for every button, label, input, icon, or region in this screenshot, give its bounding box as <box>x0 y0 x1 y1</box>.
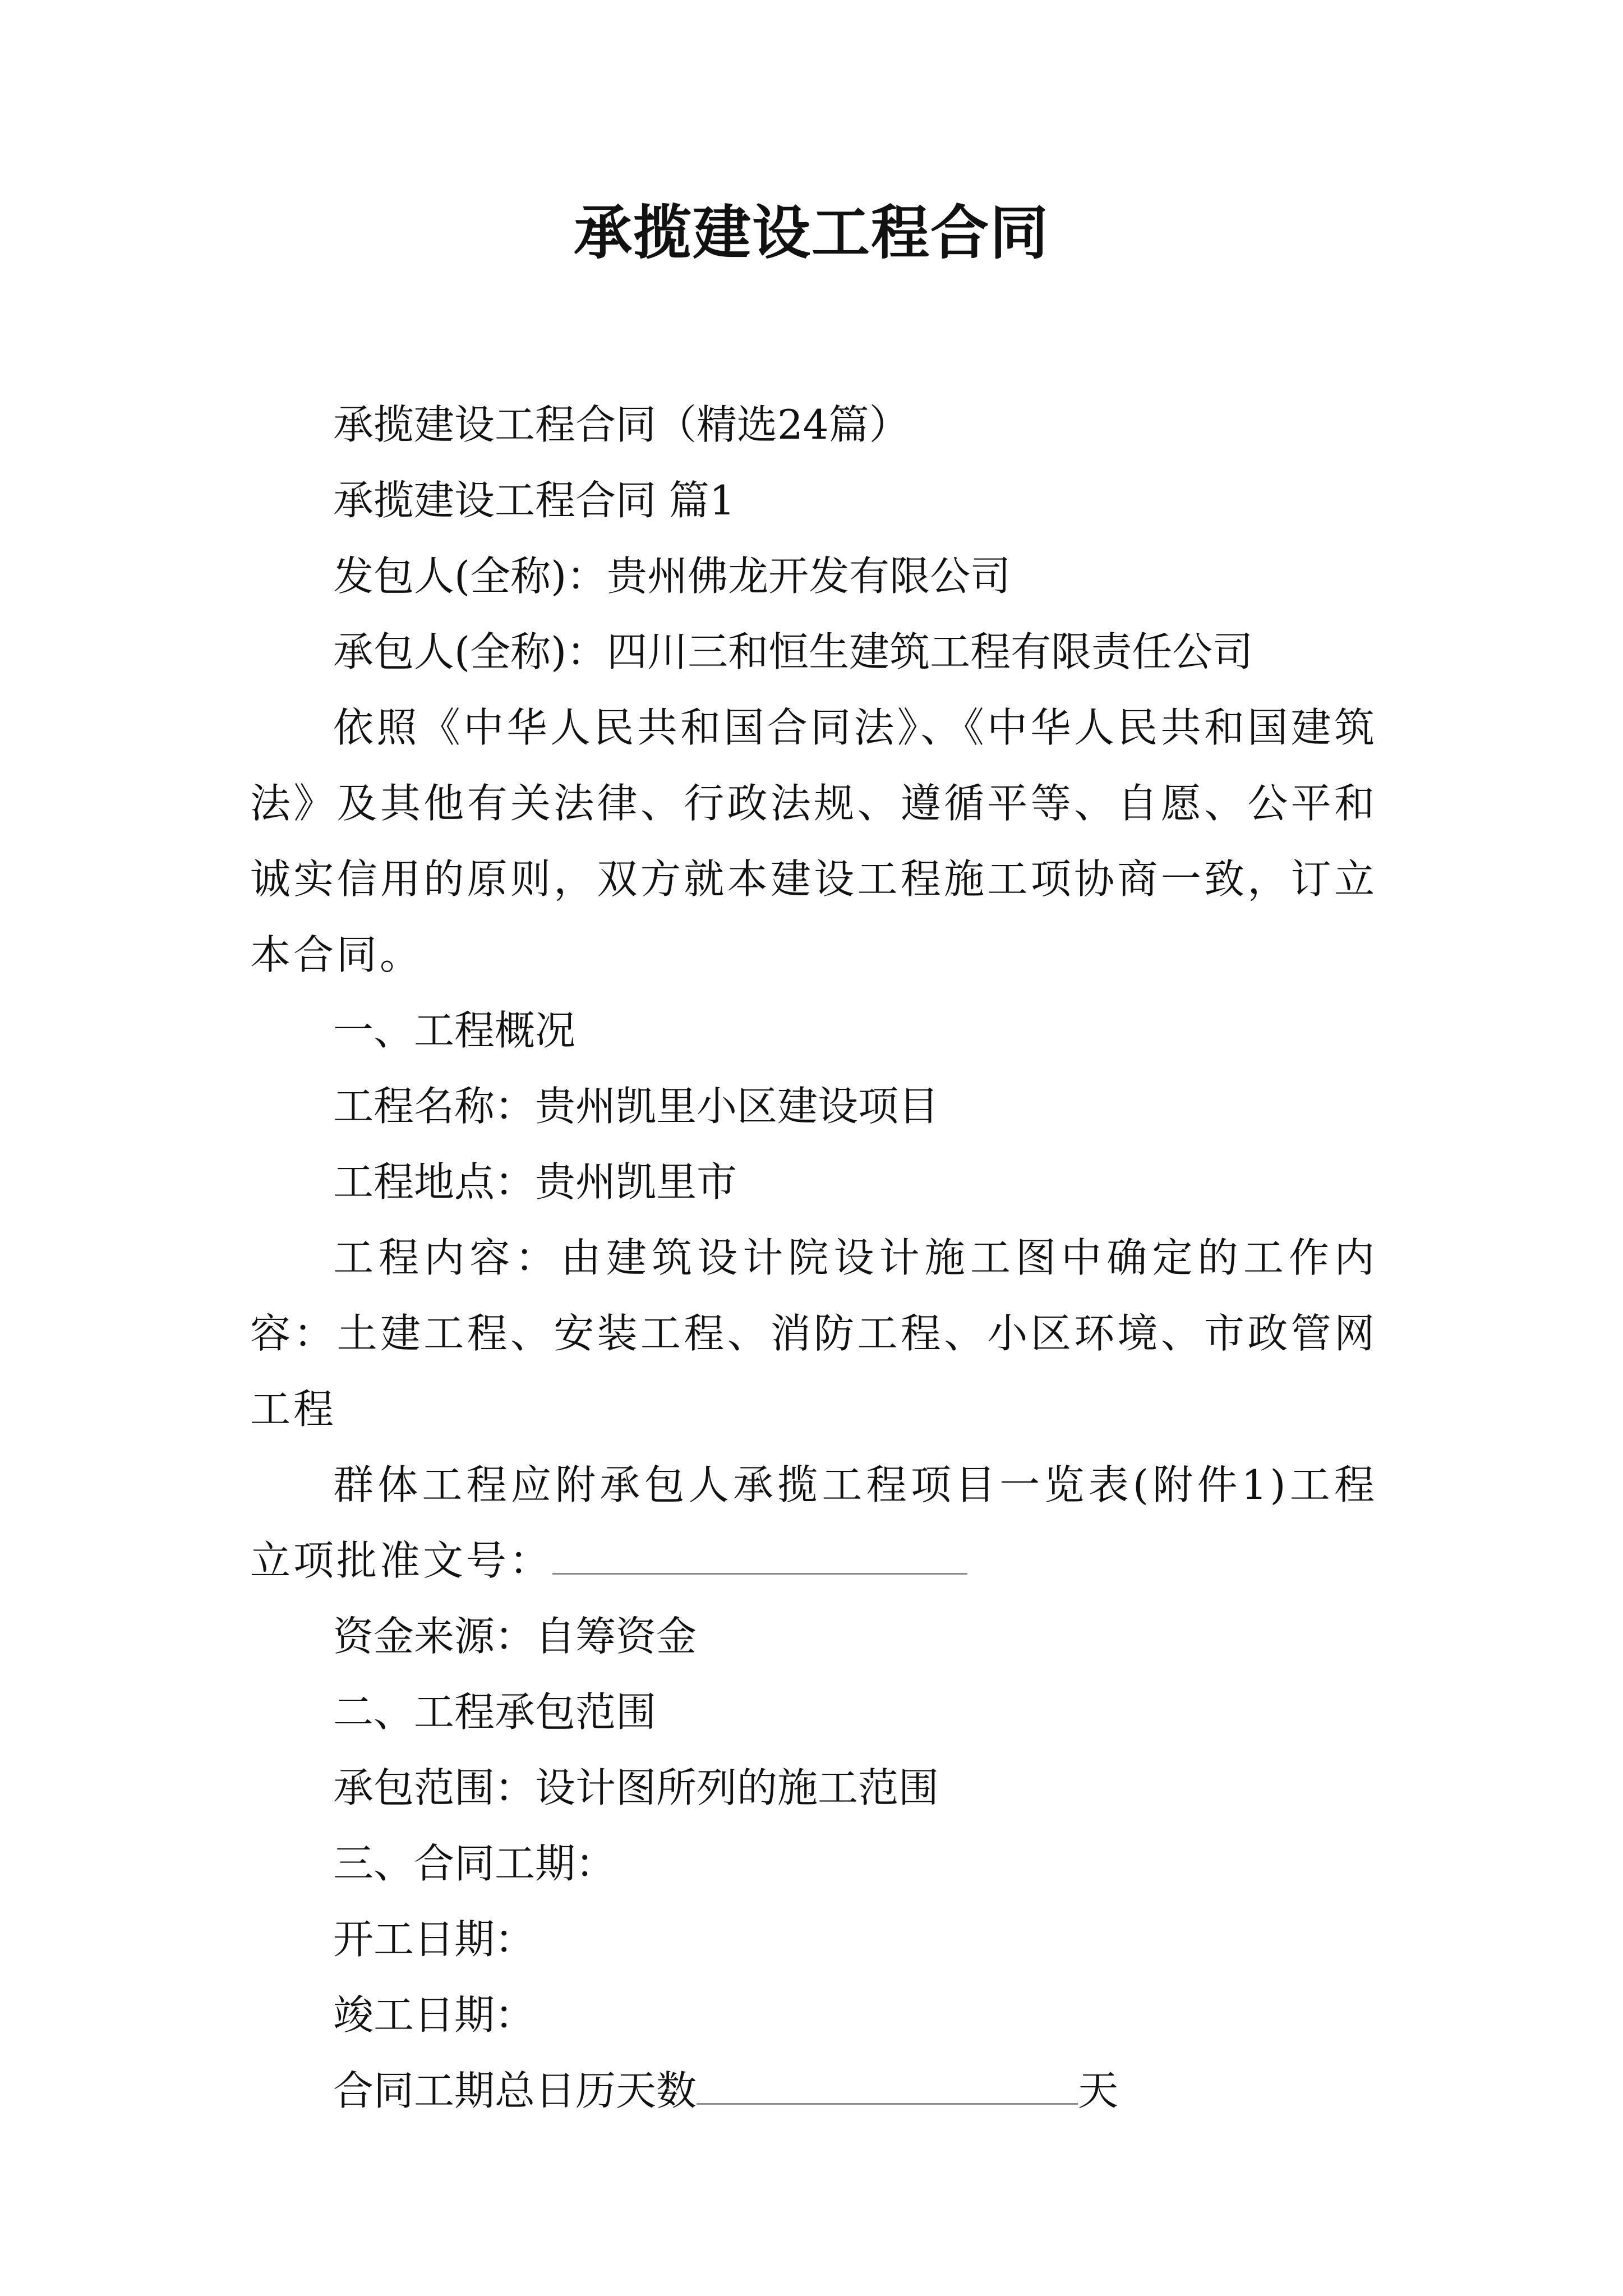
group-project-paragraph <box>250 1447 1377 1599</box>
total-days-unit: 天 <box>1078 2067 1119 2114</box>
project-content-paragraph: 工程内容：由建筑设计院设计施工图中确定的工作内容：土建工程、安装工程、消防工程、小区环境、市政管网工程 <box>250 1234 1377 1433</box>
contractor-line: 承包人(全称)：四川三和恒生建筑工程有限责任公司 <box>333 628 1253 675</box>
section2-heading: 二、工程承包范围 <box>333 1688 657 1736</box>
scope-line: 承包范围：设计图所列的施工范围 <box>333 1764 939 1811</box>
subtitle: 承揽建设工程合同（精选24篇） <box>333 401 910 448</box>
total-days-line <box>250 2053 1377 2129</box>
approval-number-blank <box>552 1539 967 1575</box>
project-location-line: 工程地点：贵州凯里市 <box>333 1158 737 1205</box>
part-heading: 承揽建设工程合同 篇1 <box>333 477 735 524</box>
section3-heading: 三、合同工期： <box>333 1840 616 1887</box>
document-body <box>250 387 1377 2129</box>
funding-source-line: 资金来源：自筹资金 <box>333 1613 697 1660</box>
completion-date-line: 竣工日期： <box>333 1991 536 2039</box>
preamble-paragraph: 依照《中华人民共和国合同法》、《中华人民共和国建筑法》及其他有关法律、行政法规、遵循平等、自愿、公平和诚实信用的原则，双方就本建设工程施工项协商一致，订立本合同。 <box>250 704 1377 978</box>
group-project-text: 群体工程应附承包人承揽工程项目一览表(附件1)工程立项批准文号： <box>250 1461 1377 1584</box>
employer-line: 发包人(全称)：贵州佛龙开发有限公司 <box>333 553 1011 600</box>
project-name-line: 工程名称：贵州凯里小区建设项目 <box>333 1083 939 1130</box>
document-title: 承揽建设工程合同 <box>573 198 1049 267</box>
start-date-line: 开工日期： <box>333 1916 536 1963</box>
total-days-label: 合同工期总日历天数 <box>333 2067 697 2114</box>
section1-heading: 一、工程概况 <box>333 1007 576 1054</box>
total-days-blank <box>697 2069 1078 2105</box>
